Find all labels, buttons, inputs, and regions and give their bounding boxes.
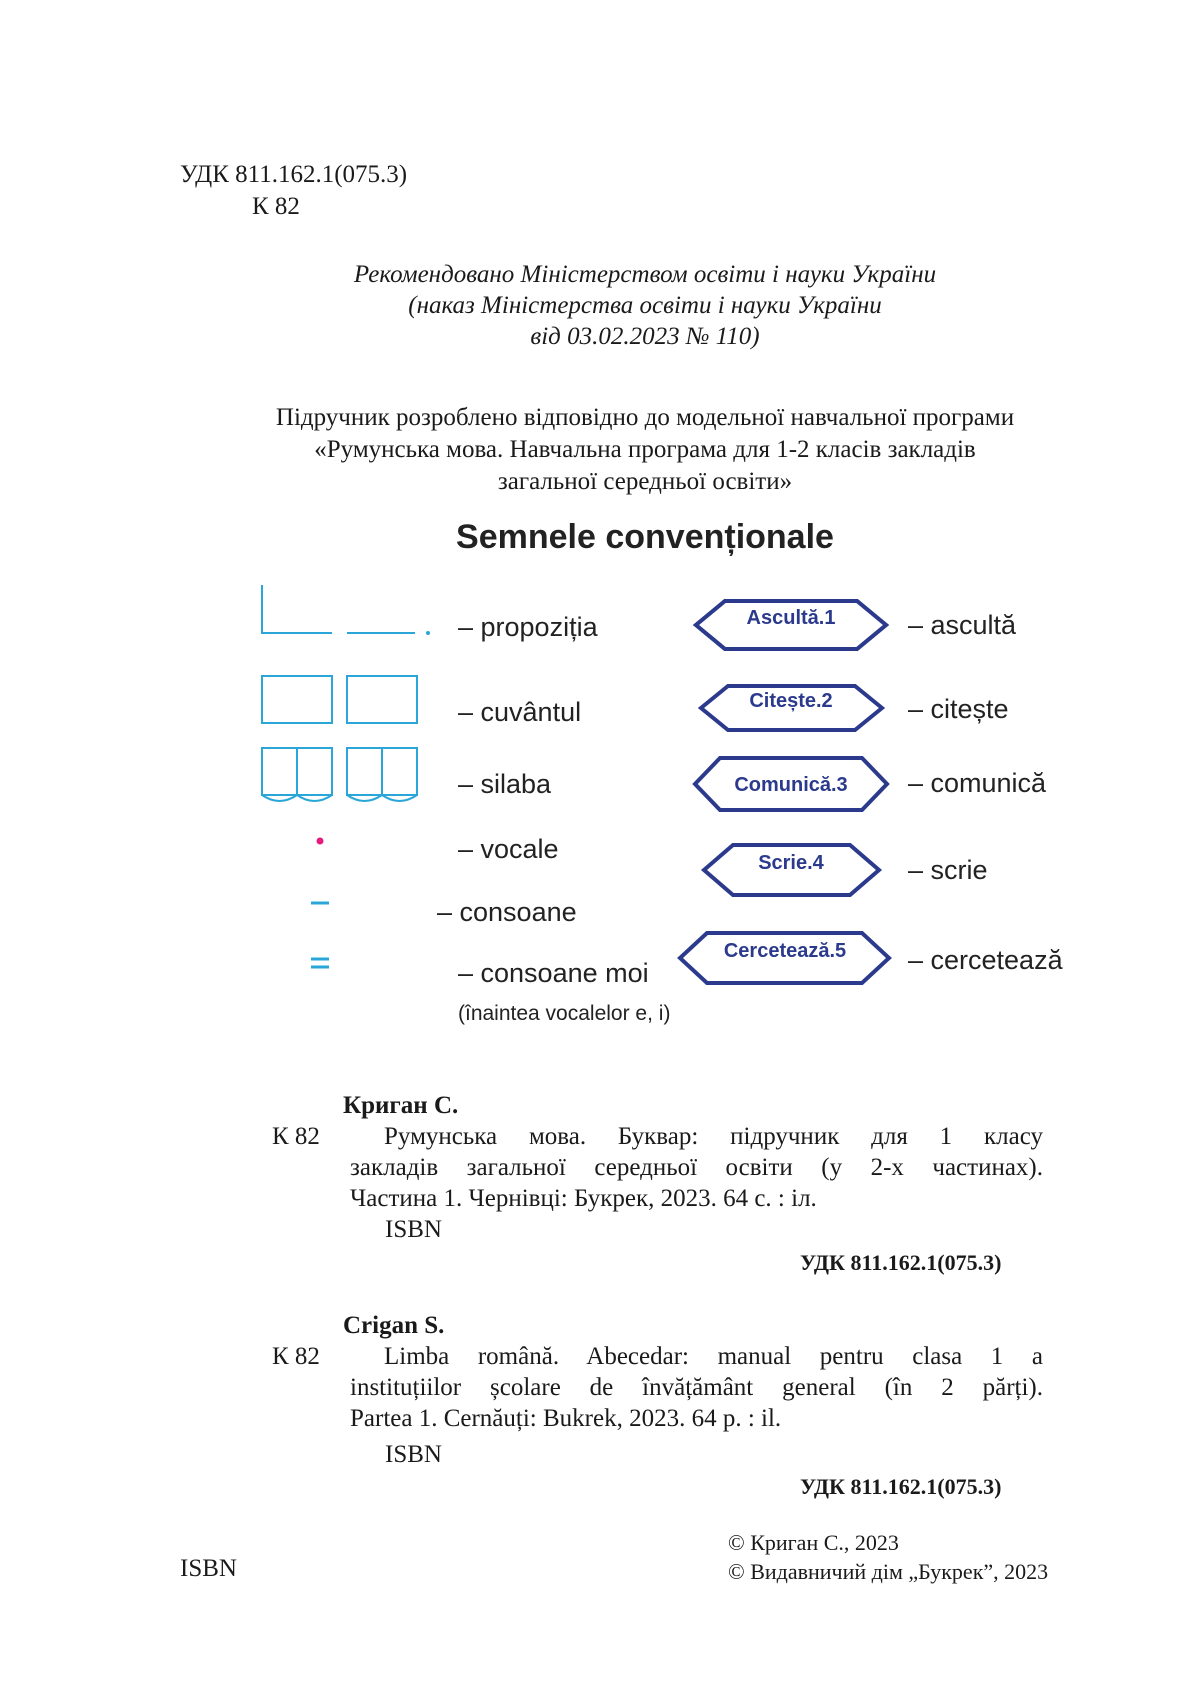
catalog-ua-line: Румунська мова. Буквар: підручник для 1 класу xyxy=(384,1123,1043,1150)
legend-label-cuvantul: – cuvântul xyxy=(458,697,582,727)
catalog-ua-index: К 82 xyxy=(272,1123,320,1150)
copyright-author: © Криган С., 2023 xyxy=(728,1530,899,1555)
legend-symbols xyxy=(250,575,470,995)
catalog-ua-isbn: ISBN xyxy=(385,1216,442,1243)
vowel-dot xyxy=(317,838,324,845)
recommendation-line: від 03.02.2023 № 110) xyxy=(530,323,760,350)
catalog-ro-line: instituțiilor școlare de învățământ general (în 2 părți). xyxy=(350,1374,1043,1401)
syllable-symbol xyxy=(262,748,417,801)
catalog-ua-author: Криган С. xyxy=(343,1092,459,1119)
recommendation xyxy=(100,260,1190,353)
recommendation-line: Рекомендовано Міністерством освіти і науки України xyxy=(353,261,937,288)
catalog-ua-line: Частина 1. Чернівці: Букрек, 2023. 64 с. : іл. xyxy=(350,1185,817,1212)
legend-label-cerceteaza: – cercetează xyxy=(908,945,1063,975)
catalog-ro-line: Limba română. Abecedar: manual pentru clasa 1 a xyxy=(384,1343,1043,1370)
badge-comunica-text: Comunică.3 xyxy=(734,774,848,796)
program-note xyxy=(100,403,1190,499)
legend-label-comunica: – comunică xyxy=(908,768,1047,798)
catalog-ro-line: Partea 1. Cernăuți: Bukrek, 2023. 64 p. : il. xyxy=(350,1405,782,1432)
legend-label-consoane-moi: – consoane moi xyxy=(458,958,649,988)
catalog-ro-index: К 82 xyxy=(272,1343,320,1370)
sentence-period-dot xyxy=(426,631,430,635)
catalog-ro-udk: УДК 811.162.1(075.3) xyxy=(800,1474,1002,1499)
sentence-symbol xyxy=(262,585,415,633)
catalog-ua-line: закладів загальної середньої освіти (у 2-х частинах). xyxy=(350,1154,1043,1181)
udk-code: УДК 811.162.1(075.3) xyxy=(180,161,408,188)
footer-isbn: ISBN xyxy=(180,1555,237,1582)
legend-label-vocale: – vocale xyxy=(458,834,559,864)
catalog-ro-isbn: ISBN xyxy=(385,1441,442,1468)
legend-label-silaba: – silaba xyxy=(458,769,552,799)
legend-label-propozitia: – propoziția xyxy=(458,612,598,642)
program-note-line: «Румунська мова. Навчальна програма для 1-2 класів закладів xyxy=(314,436,976,463)
program-note-line: загальної середньої освіти» xyxy=(497,468,793,495)
legend-title: Semnele convenționale xyxy=(456,518,834,556)
badge-asculta-text: Ascultă.1 xyxy=(746,607,836,629)
badge-scrie-text: Scrie.4 xyxy=(758,852,824,874)
copyright-publisher: © Видавничий дім „Букрек”, 2023 xyxy=(728,1559,1049,1584)
legend-label-consoane: – consoane xyxy=(437,897,577,927)
catalog-index: К 82 xyxy=(252,193,300,220)
catalog-ro-author: Crigan S. xyxy=(343,1312,445,1339)
recommendation-line: (наказ Міністерства освіти і науки України xyxy=(408,292,882,319)
activity-badges xyxy=(675,595,915,995)
catalog-ua-udk: УДК 811.162.1(075.3) xyxy=(800,1250,1002,1275)
legend-label-asculta: – ascultă xyxy=(908,610,1017,640)
legend-label-citeste: – citește xyxy=(908,694,1009,724)
legend-label-scrie: – scrie xyxy=(908,855,988,885)
badge-cerceteaza-text: Cercetează.5 xyxy=(723,940,847,962)
word-symbol xyxy=(262,676,417,723)
program-note-line: Підручник розроблено відповідно до модельної навчальної програми xyxy=(275,404,1015,431)
soft-consonant-double-dash xyxy=(311,959,329,967)
legend-note-consoane-moi: (înaintea vocalelor e, i) xyxy=(458,1002,671,1025)
badge-citeste-text: Citește.2 xyxy=(749,690,833,712)
